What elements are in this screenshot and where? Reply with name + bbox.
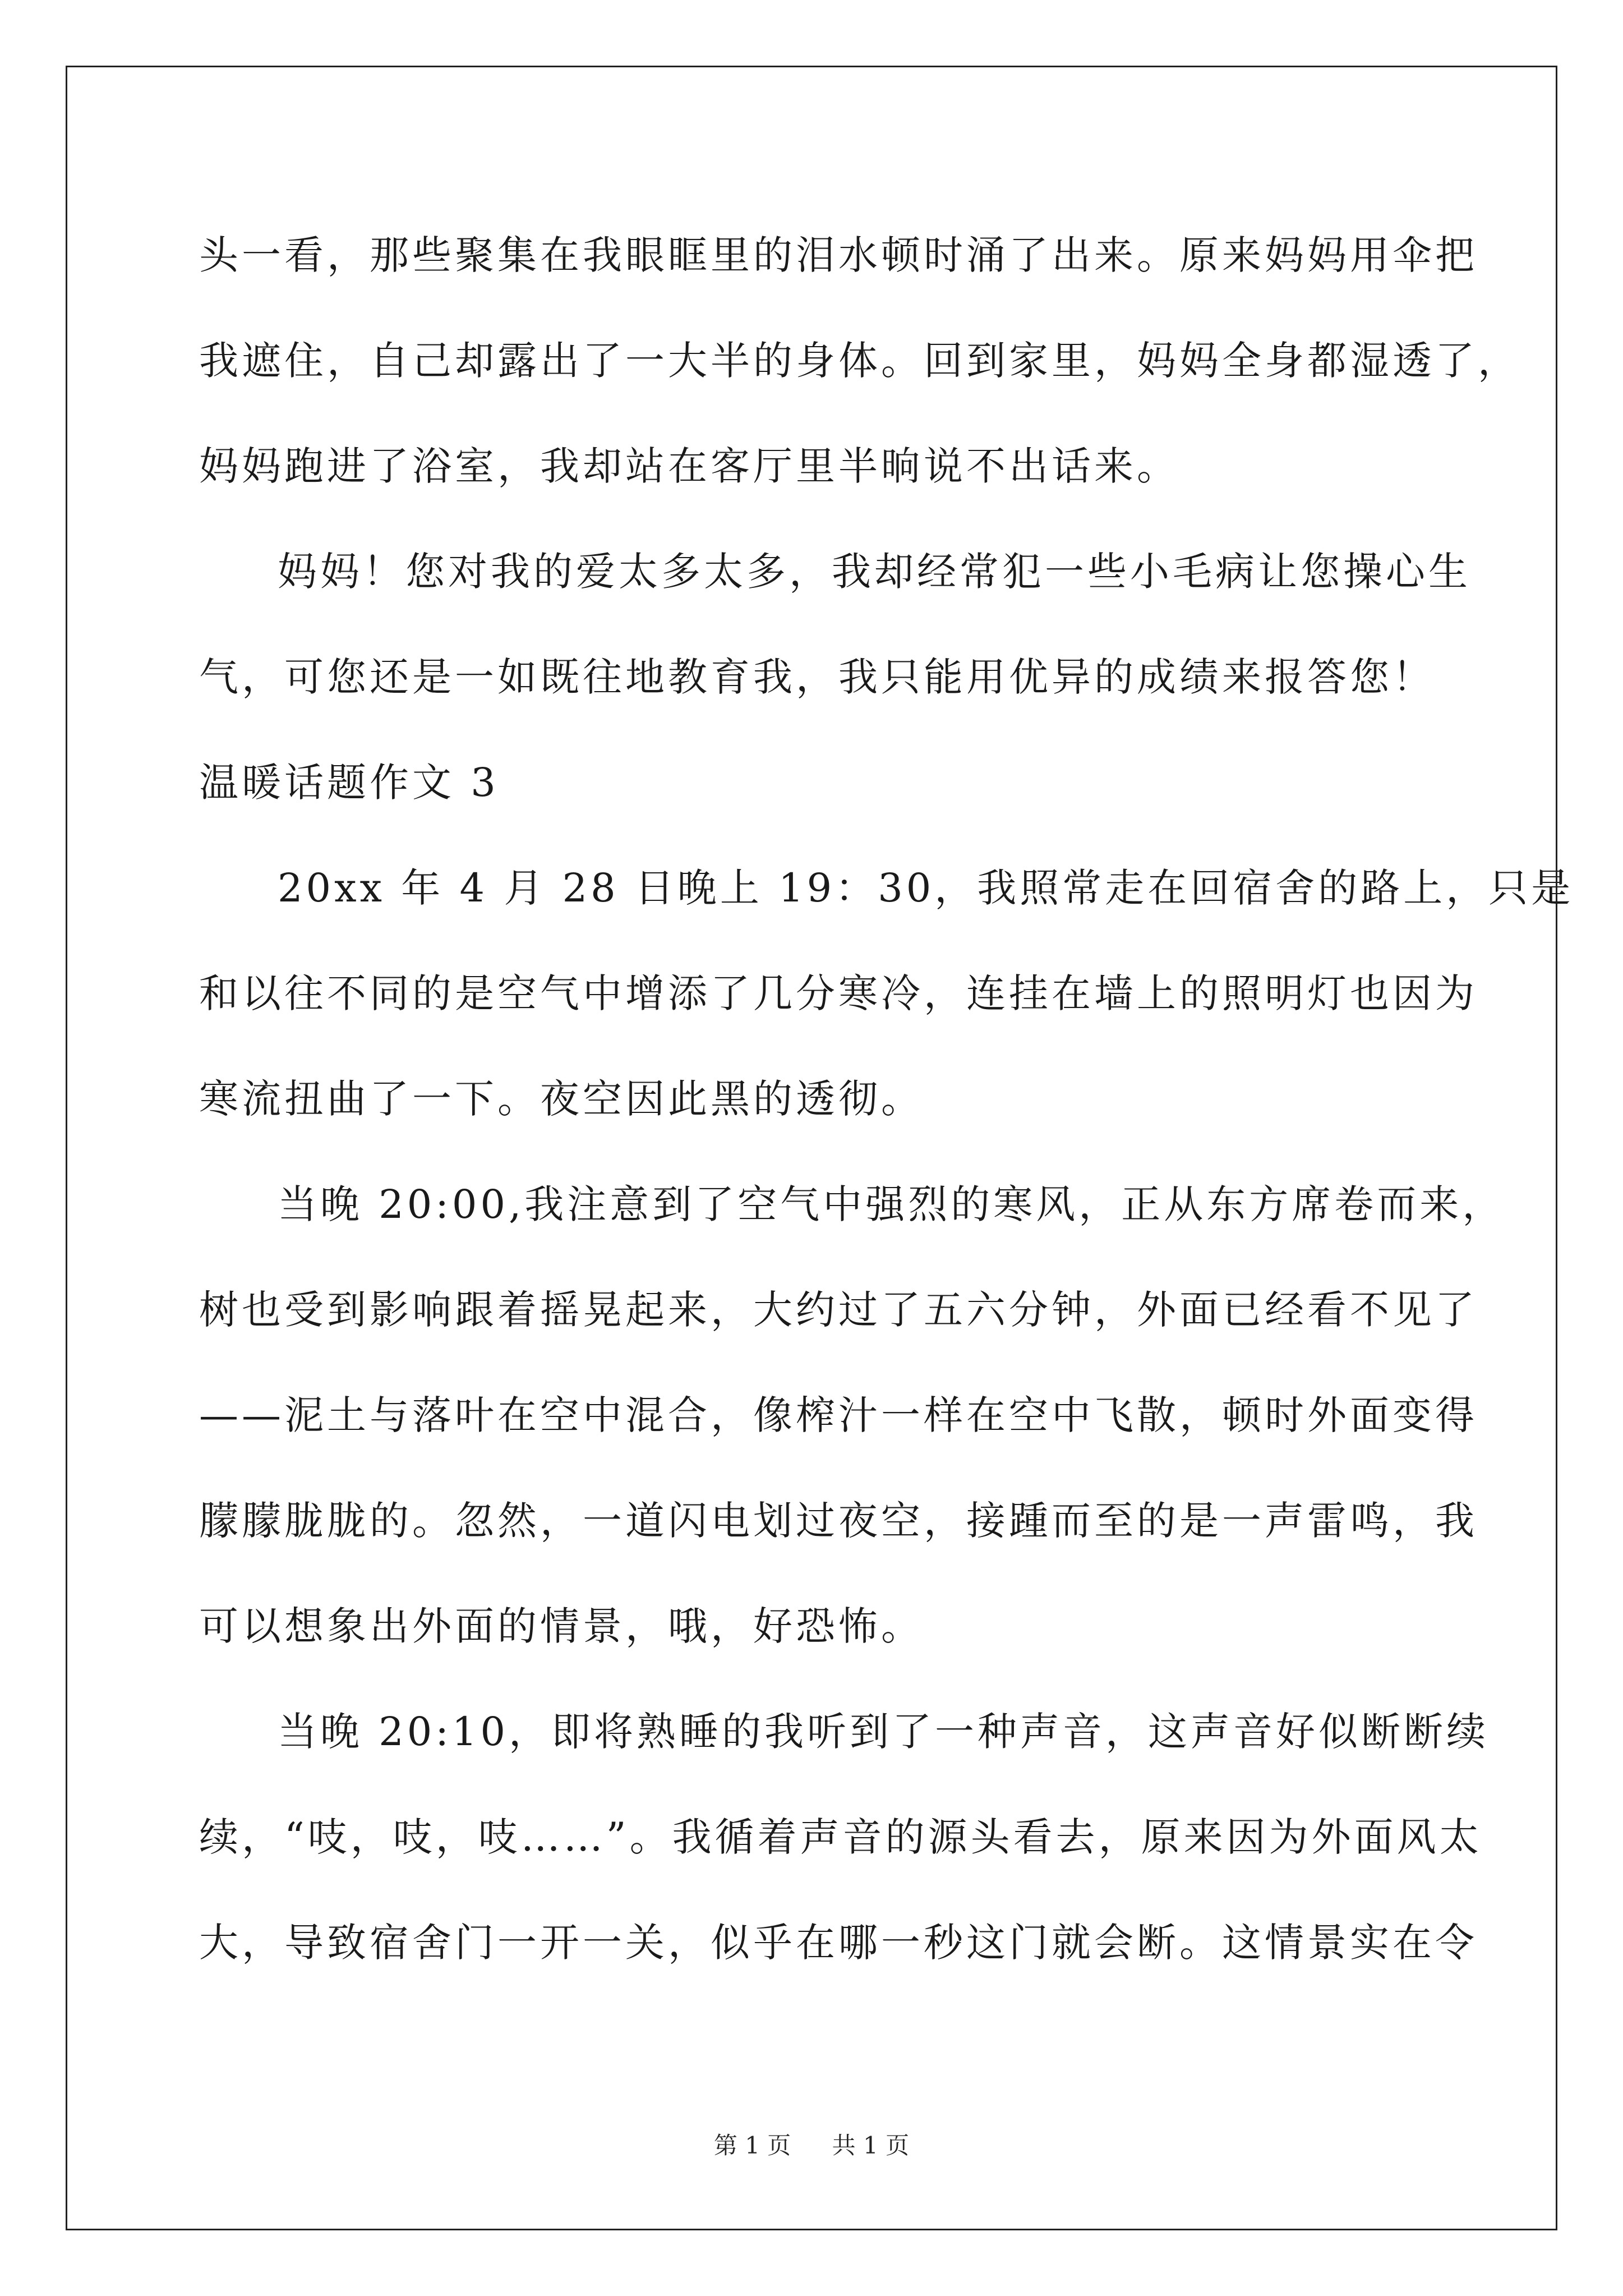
- text-line: ——泥土与落叶在空中混合，像榨汁一样在空中飞散，顿时外面变得: [199, 1392, 1478, 1438]
- text-line: 寒流扭曲了一下。夜空因此黑的透彻。: [199, 1076, 924, 1122]
- text-line: 气，可您还是一如既往地教育我，我只能用优异的成绩来报答您！: [199, 654, 1435, 700]
- text-line: 20xx 年 4 月 28 日晚上 19：30，我照常走在回宿舍的路上，只是: [278, 865, 1574, 911]
- text-line: 妈妈跑进了浴室，我却站在客厅里半晌说不出话来。: [199, 443, 1179, 489]
- section-heading: 温暖话题作文 3: [199, 760, 499, 806]
- text-line: 头一看，那些聚集在我眼眶里的泪水顿时涌了出来。原来妈妈用伞把: [199, 232, 1478, 278]
- text-line: 大，导致宿舍门一开一关，似乎在哪一秒这门就会断。这情景实在令: [199, 1920, 1478, 1966]
- text-line: 续，“吱，吱，吱……”。我循着声音的源头看去，原来因为外面风太: [199, 1814, 1482, 1860]
- text-line: 妈妈！您对我的爱太多太多，我却经常犯一些小毛病让您操心生: [278, 549, 1471, 595]
- document-body: [199, 219, 1574, 2012]
- text-line: 当晚 20:10，即将熟睡的我听到了一种声音，这声音好似断断续: [278, 1709, 1489, 1755]
- text-line: 可以想象出外面的情景，哦，好恐怖。: [199, 1603, 924, 1649]
- page-footer: [0, 2129, 1623, 2162]
- text-line: 树也受到影响跟着摇晃起来，大约过了五六分钟，外面已经看不见了: [199, 1287, 1478, 1333]
- text-line: 和以往不同的是空气中增添了几分寒冷，连挂在墙上的照明灯也因为: [199, 970, 1478, 1016]
- text-line: 我遮住，自己却露出了一大半的身体。回到家里，妈妈全身都湿透了，: [199, 338, 1520, 384]
- text-line: 朦朦胧胧的。忽然，一道闪电划过夜空，接踵而至的是一声雷鸣，我: [199, 1498, 1478, 1544]
- page-number: 第 1 页: [713, 2132, 791, 2159]
- page-total: 共 1 页: [832, 2132, 910, 2159]
- text-line: 当晚 20:00,我注意到了空气中强烈的寒风，正从东方席卷而来，: [278, 1181, 1505, 1227]
